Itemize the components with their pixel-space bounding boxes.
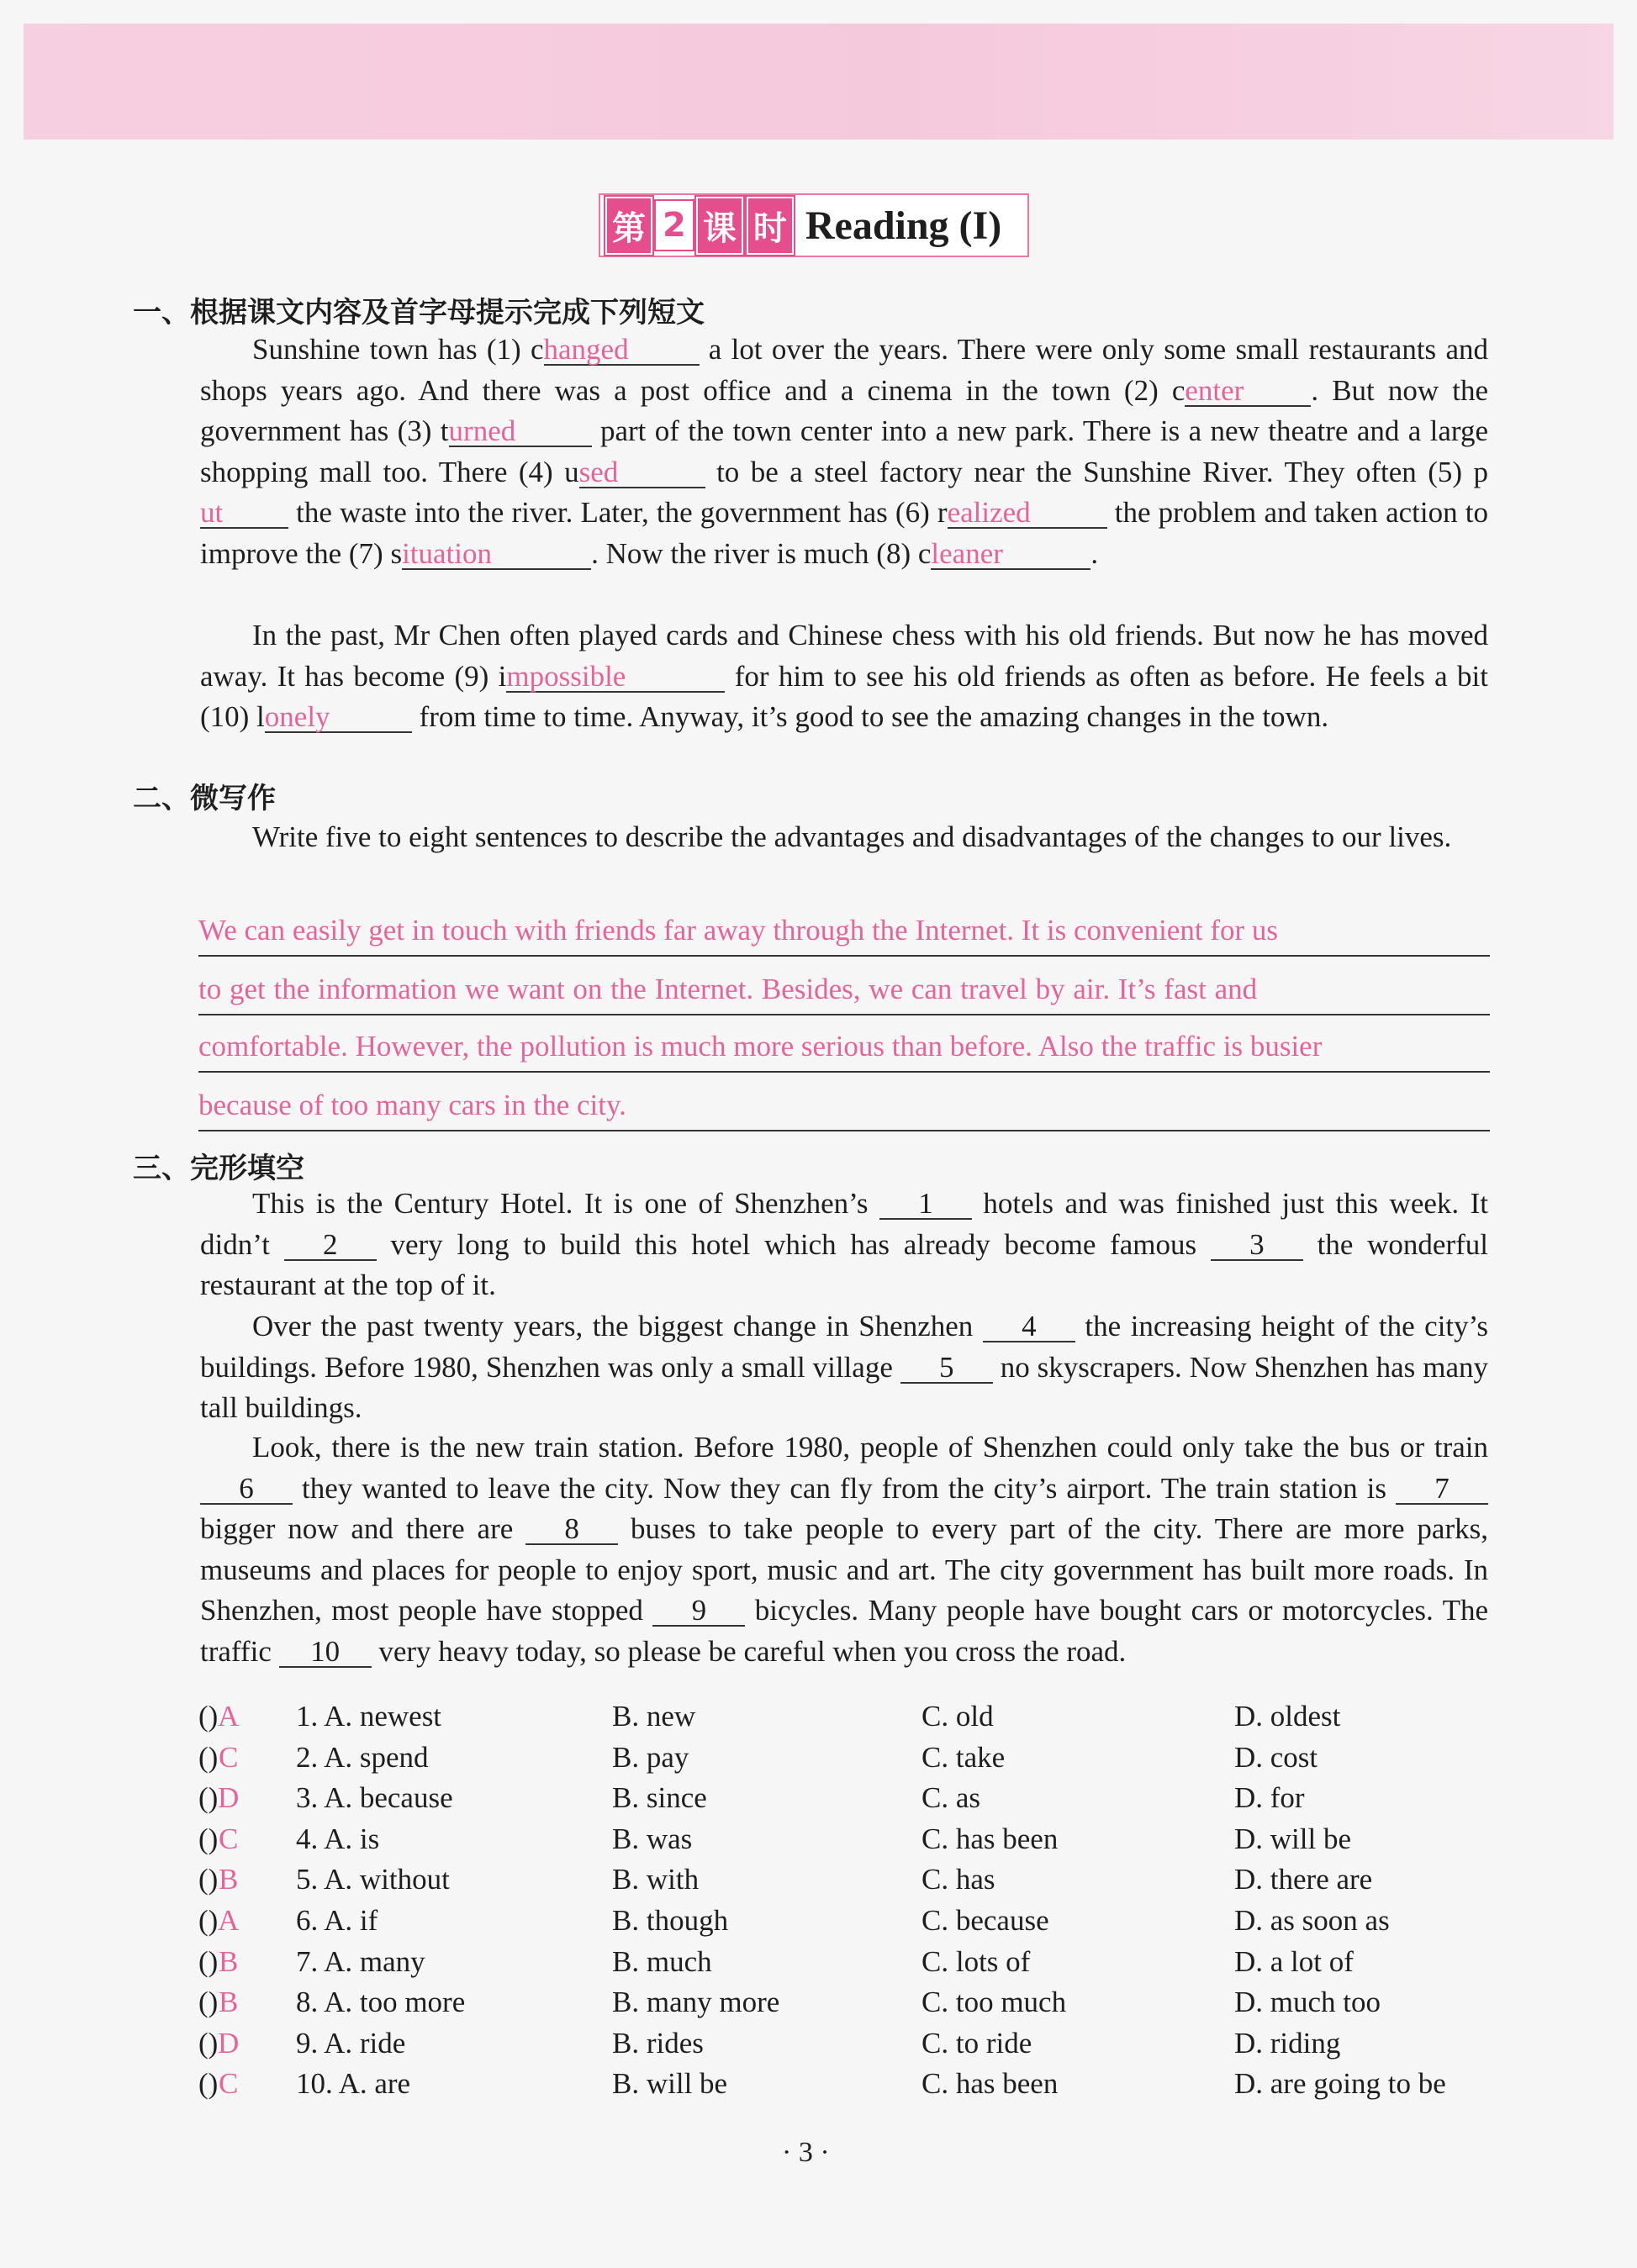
option-b: B. pay bbox=[612, 1740, 689, 1774]
cloze-blank[interactable]: 2 bbox=[284, 1231, 377, 1261]
option-d: D. there are bbox=[1234, 1863, 1373, 1896]
option-d: D. riding bbox=[1234, 2026, 1341, 2060]
option-row bbox=[198, 1986, 1510, 2027]
option-c: C. as bbox=[921, 1781, 980, 1815]
writing-line[interactable]: because of too many cars in the city. bbox=[198, 1081, 1490, 1131]
option-row bbox=[198, 1781, 1510, 1822]
option-a: 8. A. too more bbox=[296, 1986, 466, 2019]
answer-bracket[interactable]: ( C ) bbox=[198, 1740, 239, 1774]
cloze-paragraph: In the past, Mr Chen often played cards and Chinese chess with his old friends. But now he has moved away. It has become (9) impossible for him to see his old friends as often as before. He feels a bit (10) lonely from time to time. Anyway, it’s good to see the amazing changes in the town. bbox=[200, 619, 1488, 733]
writing-line[interactable]: to get the information we want on the Internet. Besides, we can travel by air. It’s fast and bbox=[198, 965, 1490, 1015]
cloze-blank[interactable]: 1 bbox=[879, 1189, 972, 1220]
answer-blank[interactable]: ealized bbox=[948, 498, 1107, 529]
option-b: B. was bbox=[612, 1822, 693, 1855]
writing-prompt: Write five to eight sentences to describe the advantages and disadvantages of the changes to our lives. bbox=[252, 820, 1452, 853]
cloze-paragraph: Over the past twenty years, the biggest change in Shenzhen 4 the increasing height of the city’s buildings. Before 1980, Shenzhen was only a small village 5 no skyscrapers. Now Shenzhen has many tall buildings. bbox=[200, 1310, 1489, 1424]
title-chip: 课 bbox=[696, 197, 743, 255]
option-row bbox=[198, 1945, 1510, 1986]
section-heading: 三、完形填空 bbox=[133, 1152, 304, 1185]
answer-blank[interactable]: ituation bbox=[402, 540, 591, 570]
section-heading: 一、根据课文内容及首字母提示完成下列短文 bbox=[133, 296, 705, 330]
answer-blank[interactable]: sed bbox=[579, 458, 705, 488]
cloze-blank[interactable]: 9 bbox=[652, 1596, 745, 1627]
option-d: D. will be bbox=[1234, 1822, 1352, 1855]
option-d: D. much too bbox=[1234, 1986, 1381, 2019]
option-a: 5. A. without bbox=[296, 1863, 450, 1896]
option-a: 10. A. are bbox=[296, 2067, 411, 2101]
cloze-paragraph: This is the Century Hotel. It is one of Shenzhen’s 1 hotels and was finished just this week. It didn’t 2 very long to build this hotel which has already become famous 3 the wonderful restaurant at the top of it. bbox=[200, 1187, 1488, 1301]
cloze-blank[interactable]: 7 bbox=[1396, 1474, 1488, 1505]
answer-bracket[interactable]: ( C ) bbox=[198, 2067, 239, 2101]
title-chip: 第 bbox=[605, 197, 652, 255]
option-c: C. because bbox=[921, 1903, 1049, 1937]
option-b: B. with bbox=[612, 1863, 700, 1896]
cloze-blank[interactable]: 10 bbox=[279, 1638, 372, 1668]
answer-bracket[interactable]: ( B ) bbox=[198, 1986, 239, 2019]
cloze-blank[interactable]: 8 bbox=[525, 1515, 618, 1545]
option-b: B. though bbox=[612, 1903, 729, 1937]
option-row bbox=[198, 1822, 1510, 1864]
answer-bracket[interactable]: ( B ) bbox=[198, 1944, 239, 1978]
writing-line[interactable]: comfortable. However, the pollution is much more serious than before. Also the traffic is busier bbox=[198, 1022, 1490, 1073]
answer-bracket[interactable]: ( C ) bbox=[198, 1822, 239, 1855]
answer-bracket[interactable]: ( B ) bbox=[198, 1863, 239, 1896]
option-d: D. are going to be bbox=[1234, 2067, 1446, 2101]
option-row bbox=[198, 2027, 1510, 2068]
answer-bracket[interactable]: ( A ) bbox=[198, 1903, 240, 1937]
options-list bbox=[198, 1700, 1510, 2108]
option-c: C. old bbox=[921, 1700, 994, 1733]
option-c: C. take bbox=[921, 1740, 1006, 1774]
section-heading: 二、微写作 bbox=[133, 782, 276, 815]
option-c: C. has been bbox=[921, 1822, 1059, 1855]
answer-blank[interactable]: hanged bbox=[544, 335, 700, 366]
option-a: 3. A. because bbox=[296, 1781, 453, 1815]
option-b: B. many more bbox=[612, 1986, 780, 2019]
option-row bbox=[198, 1741, 1510, 1782]
option-row bbox=[198, 2067, 1510, 2108]
option-row bbox=[198, 1904, 1510, 1945]
cloze-blank[interactable]: 5 bbox=[900, 1353, 993, 1384]
answer-blank[interactable]: leaner bbox=[931, 540, 1090, 570]
option-b: B. will be bbox=[612, 2067, 728, 2101]
option-c: C. lots of bbox=[921, 1944, 1031, 1978]
option-a: 7. A. many bbox=[296, 1944, 425, 1978]
option-row bbox=[198, 1700, 1510, 1741]
answer-bracket[interactable]: ( D ) bbox=[198, 2026, 240, 2060]
option-b: B. since bbox=[612, 1781, 707, 1815]
cloze-blank[interactable]: 4 bbox=[983, 1312, 1075, 1342]
option-d: D. oldest bbox=[1234, 1700, 1341, 1733]
answer-blank[interactable]: mpossible bbox=[506, 662, 725, 693]
page-number: · 3 · bbox=[782, 2137, 830, 2168]
option-d: D. as soon as bbox=[1234, 1903, 1390, 1937]
answer-blank[interactable]: enter bbox=[1185, 377, 1311, 407]
option-d: D. for bbox=[1234, 1781, 1305, 1815]
title-text: Reading (I) bbox=[805, 203, 1002, 248]
answer-blank[interactable]: ut bbox=[200, 498, 288, 529]
option-a: 9. A. ride bbox=[296, 2026, 406, 2060]
option-d: D. cost bbox=[1234, 1740, 1318, 1774]
answer-bracket[interactable]: ( A ) bbox=[198, 1700, 240, 1733]
option-a: 6. A. if bbox=[296, 1903, 378, 1937]
title-chip: 2 bbox=[656, 201, 693, 250]
option-row bbox=[198, 1863, 1510, 1904]
answer-blank[interactable]: urned bbox=[449, 417, 592, 447]
cloze-blank[interactable]: 3 bbox=[1211, 1231, 1303, 1261]
option-c: C. to ride bbox=[921, 2026, 1032, 2060]
title-chip: 时 bbox=[747, 197, 794, 255]
writing-line[interactable]: We can easily get in touch with friends far away through the Internet. It is convenient for us bbox=[198, 906, 1490, 957]
option-a: 1. A. newest bbox=[296, 1700, 442, 1733]
cloze-paragraph: Look, there is the new train station. Before 1980, people of Shenzhen could only take the bus or train 6 they wanted to leave the city. Now they can fly from the city’s airport. The train station is 7 bigger now and there are 8 buses to take people to every part of the city. There are more parks, museums and places for people to enjoy sport, music and art. The city government has built more roads. In Shenzhen, most people have stopped 9 bicycles. Many people have bought cars or motorcycles. The traffic 10 very heavy today, so please be careful when you cross the road. bbox=[200, 1431, 1488, 1668]
answer-bracket[interactable]: ( D ) bbox=[198, 1781, 240, 1815]
answer-blank[interactable]: onely bbox=[265, 703, 412, 733]
option-b: B. rides bbox=[612, 2026, 704, 2060]
option-a: 4. A. is bbox=[296, 1822, 380, 1855]
lesson-title bbox=[599, 193, 1029, 257]
option-c: C. has been bbox=[921, 2067, 1059, 2101]
option-c: C. too much bbox=[921, 1986, 1067, 2019]
cloze-blank[interactable]: 6 bbox=[200, 1474, 293, 1505]
option-d: D. a lot of bbox=[1234, 1944, 1354, 1978]
option-a: 2. A. spend bbox=[296, 1740, 429, 1774]
cloze-paragraph: Sunshine town has (1) changed a lot over the years. There were only some small restaurants and shops years ago. And there was a post office and a cinema in the town (2) center . But now the government has (3) turned part of the town center into a new park. There is a new theatre and a large shopping mall too. There (4) used to be a steel factory near the Sunshine River. They often (5) put the waste into the river. Later, the government has (6) realized the problem and taken action to improve the (7) situation . Now the river is much (8) cleaner . bbox=[200, 333, 1489, 570]
option-b: B. new bbox=[612, 1700, 696, 1733]
option-c: C. has bbox=[921, 1863, 995, 1896]
option-b: B. much bbox=[612, 1944, 712, 1978]
